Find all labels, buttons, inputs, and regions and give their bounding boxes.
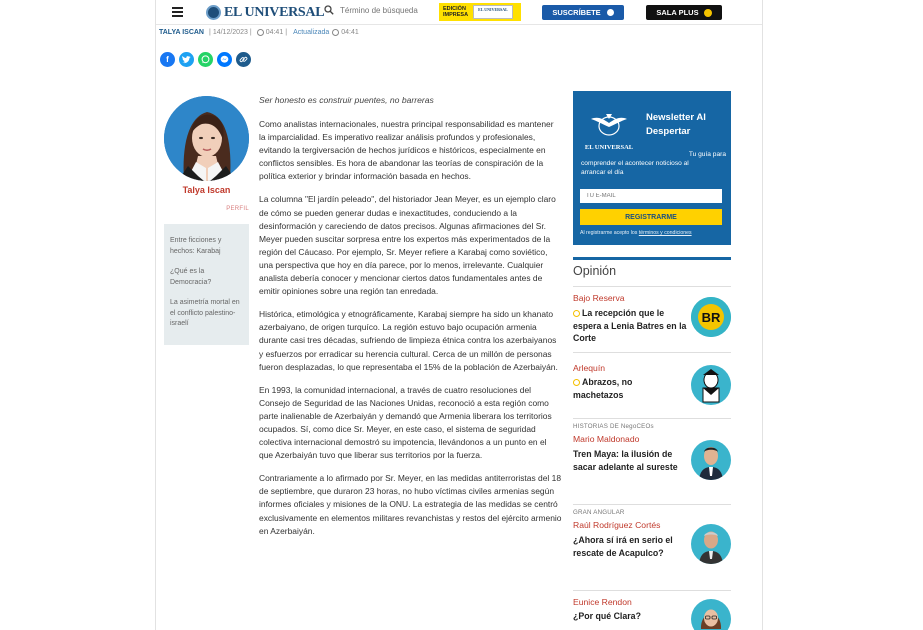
newsletter-title: Newsletter Al Despertar (646, 112, 706, 137)
byline-date: 14/12/2023 (212, 29, 248, 36)
twitter-icon[interactable] (179, 52, 194, 67)
opinion-item[interactable] (573, 352, 731, 410)
byline: TALYA ISCAN | 14/12/2023 | 04:41 | Actualizada 04:41 (159, 29, 359, 36)
newsletter-box (573, 91, 731, 245)
related-link[interactable]: Entre ficciones y hechos: Karabaj (170, 237, 222, 255)
opinion-headline[interactable]: Abrazos, no machetazos (573, 377, 633, 400)
opinion-item[interactable] (573, 590, 731, 630)
newsletter-logo (581, 111, 637, 151)
raul-rodriguez-avatar[interactable] (691, 524, 731, 564)
clock-icon (257, 29, 264, 36)
perfil-link[interactable]: PERFIL (226, 206, 249, 212)
opinion-item[interactable] (573, 286, 731, 352)
opinion-item[interactable] (573, 504, 731, 590)
facebook-icon[interactable]: f (160, 52, 175, 67)
opinion-author[interactable]: Raúl Rodríguez Cortés (573, 520, 661, 530)
byline-updated-label: Actualizada (293, 29, 330, 36)
opinion-author[interactable]: Arlequín (573, 363, 606, 373)
link-icon[interactable] (236, 52, 251, 67)
byline-updated-time: 04:41 (341, 29, 359, 36)
top-bar (156, 0, 762, 25)
eagle-logo-icon (590, 111, 628, 137)
edicion-impresa-button[interactable] (439, 3, 521, 21)
byline-time: 04:41 (265, 29, 284, 36)
subscribe-icon (607, 9, 614, 16)
plus-icon (704, 9, 712, 17)
sala-plus-label: SALA PLUS (656, 8, 699, 17)
edicion-label: EDICIÓN IMPRESA (443, 6, 469, 18)
legal-text: Al registrarme acepto los (580, 230, 638, 236)
article-paragraph: Contrariamente a lo afirmado por Sr. Meyer, en las medidas antiterroristas del 18 de septiembre, que duraron 23 horas, no hubo víctimas civiles armenias según informes oficiales y misiones de la ONU. La estrategia de las medidas se centró exclusivamente en elementos militares revanchistas y restos del ejército armenio en Azerbaiyán. (259, 473, 562, 536)
author-photo[interactable] (164, 96, 249, 181)
article-paragraph: Histórica, etimológica y etnográficamente, Karabaj siempre ha sido un khanato azerbaiyano, de origen turquíco. La región estuvo bajo ocupación armenia durante casi tres décadas, sufriendo de limpieza étnica contra los azerbaiyanos y esfuerzos por erradicar su herencia cultural. Cerca de un millón de personas fueron desplazadas, lo que representaba el 15% de la población de Azerbaiyán. (259, 309, 558, 372)
logo-globe-icon (206, 5, 221, 20)
page-frame-right (762, 0, 763, 630)
opinion-section-title: Opinión (573, 257, 731, 278)
opinion-item[interactable] (573, 418, 731, 504)
article-paragraph: En 1993, la comunidad internacional, a través de cuatro resoluciones del Consejo de Seguridad de las Naciones Unidas, reconoció a esta región como parte inalienable de Azerbaiyán y demandó que Armenia liberara los territorios ocupados. Sí, como dice Sr. Meyer, en este caso, el sistema de seguridad colectiva internacional demostró su impotencia, llevándonos a un punto en el que Azerbaiyán tuvo que liberar sus territorios por la fuerza. (259, 384, 552, 461)
br-logo-text: BR (701, 310, 721, 325)
author-name[interactable]: Talya Iscan (182, 185, 231, 195)
sala-plus-button[interactable] (646, 5, 722, 20)
whatsapp-icon[interactable] (198, 52, 213, 67)
opinion-headline[interactable]: ¿Por qué Clara? (573, 611, 641, 621)
search-box[interactable] (324, 5, 430, 15)
share-bar (160, 52, 255, 67)
register-button[interactable]: REGISTRARME (580, 209, 722, 225)
terms-link[interactable]: términos y condiciones (638, 230, 692, 236)
edicion-thumbnail: EL UNIVERSAL (473, 5, 513, 19)
newsletter-subtitle-line: Tu guía para (688, 151, 726, 158)
opinion-bullet-icon (573, 379, 580, 386)
opinion-headline[interactable]: Tren Maya: la ilusión de sacar adelante al sureste (573, 449, 678, 472)
email-field[interactable] (580, 189, 722, 203)
bajo-reserva-logo[interactable] (691, 297, 731, 337)
messenger-icon[interactable] (217, 52, 232, 67)
article-paragraph: Como analistas internacionales, nuestra principal responsabilidad es mantener la imparcialidad. Es imperativo realizar análisis profundos y profesionales, evitando la tergiversación de hechos jurídicos e históricos, especialmente en conflictos sensibles. Es hora de abandonar las teorías de conspiración de la política exterior y brindar información basada en hechos. (259, 119, 554, 182)
article-paragraph: La columna "El jardín peleado", del historiador Jean Meyer, es un ejemplo claro de cómo se pueden generar dudas e inexactitudes, conduciendo a la desinformación y careciendo de datos precisos. Algunas afirmaciones del Sr. Meyer pueden suscitar sorpresa entre los expertos más experimentados de la región del Cáucaso. Por ejemplo, Sr. Meyer refiere a Karabaj como soviético, una perspectiva que hoy en día parece, por lo menos, irrelevante. Cualquier analista debería conocer y mencionar ciertos datos fundamentales antes de emitir opiniones sobre una región tan enredada. (259, 194, 556, 297)
logo-text: EL UNIVERSAL (224, 4, 325, 20)
page-frame-left (155, 0, 156, 630)
opinion-author[interactable]: Mario Maldonado (573, 434, 640, 444)
newsletter-subtitle-line: comprender el acontecer noticioso al (581, 160, 689, 168)
opinion-headline[interactable]: ¿Ahora sí irá en serio el rescate de Acapulco? (573, 535, 673, 558)
search-input[interactable] (340, 6, 430, 15)
related-link[interactable]: ¿Qué es la Democracia? (170, 268, 212, 286)
site-logo[interactable] (206, 4, 324, 21)
opinion-kicker: HISTORIAS DE NegoCEOs (573, 423, 654, 430)
arlequin-avatar[interactable] (691, 365, 731, 405)
subscribe-label: SUSCRÍBETE (552, 8, 601, 17)
opinion-bullet-icon (573, 310, 580, 317)
subscribe-button[interactable] (542, 5, 624, 20)
related-link[interactable]: La asimetría mortal en el conflicto palestino-israelí (170, 299, 240, 327)
newsletter-subtitle (581, 150, 726, 178)
clock-icon (332, 29, 339, 36)
article-quote: Ser honesto es construir puentes, no barreras (259, 95, 434, 105)
newsletter-legal (580, 230, 728, 236)
opinion-author[interactable]: Eunice Rendon (573, 597, 632, 607)
hamburger-menu-icon[interactable] (172, 7, 183, 17)
related-columns (164, 224, 249, 345)
byline-author[interactable]: TALYA ISCAN (159, 29, 204, 36)
opinion-author[interactable]: Bajo Reserva (573, 293, 625, 303)
mario-maldonado-avatar[interactable] (691, 440, 731, 480)
opinion-kicker: GRAN ANGULAR (573, 509, 625, 516)
newsletter-subtitle-line: arrancar el día (581, 169, 624, 177)
article-body (259, 94, 562, 548)
search-icon[interactable] (324, 5, 334, 15)
opinion-headline[interactable]: La recepción que le espera a Lenia Batres en la Corte (573, 308, 687, 343)
newsletter-brand: EL UNIVERSAL (584, 144, 634, 151)
